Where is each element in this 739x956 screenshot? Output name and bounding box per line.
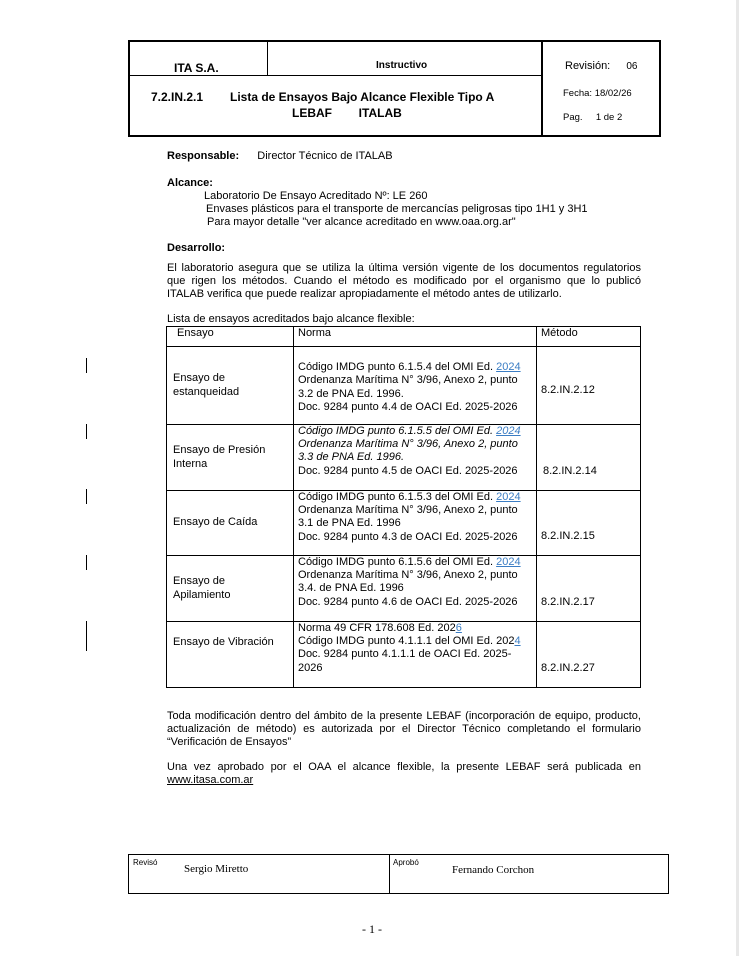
norma-line (298, 556, 532, 569)
norma-line: Doc. 9284 punto 4.4 de OACI Ed. 2025-2026 (298, 400, 518, 413)
norma-line (298, 425, 532, 438)
test-name: estanqueidad (173, 385, 240, 398)
norma-line (298, 361, 532, 374)
change-bar (86, 489, 87, 504)
method-code: 8.2.IN.2.27 (541, 661, 595, 674)
norma-line: Doc. 9284 punto 4.6 de OACI Ed. 2025-2026 (298, 595, 518, 608)
norma-text: Código IMDG punto 6.1.5.6 del OMI Ed. (298, 556, 497, 568)
table-caption: Lista de ensayos acreditados bajo alcance flexible: (167, 313, 415, 325)
table-row (167, 622, 641, 688)
reviso-name: Sergio Miretto (184, 863, 249, 875)
responsable-label: Responsable: (167, 150, 240, 162)
alcance-line: Laboratorio De Ensayo Acreditado Nº: LE 260 (204, 190, 428, 202)
page-label: Pag. (563, 112, 583, 123)
norma-line: 3.3 de PNA Ed. 1996. (298, 451, 404, 464)
norma-line: 3.4. de PNA Ed. 1996 (298, 582, 404, 595)
method-code: 8.2.IN.2.12 (541, 383, 595, 396)
method-code: 8.2.IN.2.15 (541, 529, 595, 542)
website-link[interactable]: www.itasa.com.ar (167, 774, 254, 786)
test-name: Ensayo de Presión (173, 444, 266, 457)
signature-box (128, 854, 669, 894)
closing-paragraph-line: actualización de método) es autorizada por el Director Técnico completando el formulario (167, 723, 641, 735)
test-name: Ensayo de (173, 575, 225, 588)
desarrollo-label: Desarrollo: (167, 242, 226, 254)
norma-line (298, 635, 532, 648)
date-value: 18/02/26 (594, 88, 632, 99)
edition-link[interactable]: 2024 (496, 556, 521, 568)
reviso-label: Revisó (133, 858, 158, 867)
alcance-label: Alcance: (167, 177, 213, 189)
table-row (167, 347, 641, 425)
desarrollo-line: que rigen los métodos. Cuando el método es modificado por el organismo que lo publicó (167, 275, 641, 287)
document-code: 7.2.IN.2.1 (151, 90, 204, 104)
date-label: Fecha: (563, 88, 593, 99)
page-field (563, 112, 622, 123)
test-name: Interna (173, 457, 208, 470)
revision-label: Revisión: (565, 60, 611, 72)
edition-link[interactable]: 6 (455, 622, 462, 634)
publication-line: Una vez aprobado por el OAA el alcance flexible, la presente LEBAF será publicada en (167, 761, 641, 773)
header-norma: Norma (298, 327, 332, 339)
norma-text: Código IMDG punto 6.1.5.5 del OMI Ed. (298, 425, 497, 437)
norma-line: Doc. 9284 punto 4.1.1.1 de OACI Ed. 2025- (298, 648, 512, 661)
page-value: 1 de 2 (595, 112, 623, 123)
tests-table (166, 326, 641, 688)
alcance-line: Envases plásticos para el transporte de mercancías peligrosas tipo 1H1 y 3H1 (206, 203, 588, 215)
edition-link[interactable]: 2024 (496, 491, 521, 503)
company-name: ITA S.A. (174, 61, 219, 75)
aprobo-name: Fernando Corchon (452, 864, 535, 876)
norma-text: Código IMDG punto 6.1.5.4 del OMI Ed. (298, 361, 497, 374)
test-name: Ensayo de Caída (173, 516, 258, 529)
change-bar (86, 555, 87, 570)
table-header-row (167, 327, 641, 347)
desarrollo-line: ITALAB verifica que puede realizar apropiadamente el método antes de utilizarlo. (167, 288, 562, 300)
edition-link[interactable]: 2024 (496, 425, 521, 437)
closing-paragraph-line: Toda modificación dentro del ámbito de la presente LEBAF (incorporación de equipo, producto, (167, 710, 641, 722)
responsable-row (167, 150, 393, 162)
alcance-line: Para mayor detalle "ver alcance acreditado en www.oaa.org.ar" (207, 216, 516, 228)
document-title-line2: LEBAF ITALAB (292, 106, 402, 120)
edition-link[interactable]: 2024 (496, 361, 521, 374)
closing-paragraph-line: “Verificación de Ensayos” (167, 736, 292, 748)
revision-value: 06 (626, 61, 638, 72)
norma-line: Ordenanza Marítima N° 3/96, Anexo 2, punto (298, 504, 518, 517)
change-bar (86, 424, 87, 439)
desarrollo-line: El laboratorio asegura que se utiliza la última versión vigente de los documentos regulatorios (167, 262, 641, 274)
method-code: 8.2.IN.2.14 (543, 464, 597, 477)
test-name: Apilamiento (173, 588, 231, 601)
norma-text: Código IMDG punto 4.1.1.1 del OMI Ed. 202 (298, 635, 515, 648)
norma-line: 2026 (298, 661, 323, 674)
revision-field (565, 60, 638, 72)
change-bar (86, 621, 87, 651)
change-bar (86, 358, 87, 373)
header-ensayo: Ensayo (177, 327, 214, 339)
aprobo-label: Aprobó (393, 858, 419, 867)
page-number: - 1 - (362, 922, 382, 936)
document-title-line1: Lista de Ensayos Bajo Alcance Flexible Tipo A (230, 90, 495, 104)
document-type: Instructivo (376, 60, 428, 71)
responsable-value: Director Técnico de ITALAB (257, 150, 393, 162)
table-row (167, 491, 641, 556)
table-row (167, 425, 641, 491)
document-header (128, 40, 661, 137)
norma-line: 3.1 de PNA Ed. 1996 (298, 517, 401, 530)
table-row (167, 556, 641, 622)
header-metodo: Método (541, 327, 578, 339)
method-code: 8.2.IN.2.17 (541, 595, 595, 608)
norma-line (298, 491, 532, 504)
date-field (563, 88, 632, 99)
norma-line: Doc. 9284 punto 4.3 de OACI Ed. 2025-2026 (298, 530, 518, 543)
norma-line: Doc. 9284 punto 4.5 de OACI Ed. 2025-2026 (298, 464, 518, 477)
norma-text: Código IMDG punto 6.1.5.3 del OMI Ed. (298, 491, 497, 503)
test-name: Ensayo de Vibración (173, 636, 274, 648)
norma-line: Ordenanza Marítima N° 3/96, Anexo 2, punto (298, 438, 518, 451)
norma-line: 3.2 de PNA Ed. 1996. (298, 387, 404, 400)
norma-text: Norma 49 CFR 178.608 Ed. 202 (298, 622, 456, 634)
norma-line: Ordenanza Marítima N° 3/96, Anexo 2, punto (298, 374, 518, 387)
norma-line: Ordenanza Marítima N° 3/96, Anexo 2, punto (298, 569, 518, 582)
edition-link[interactable]: 4 (514, 635, 521, 648)
test-name: Ensayo de (173, 372, 225, 385)
norma-line (298, 622, 532, 635)
